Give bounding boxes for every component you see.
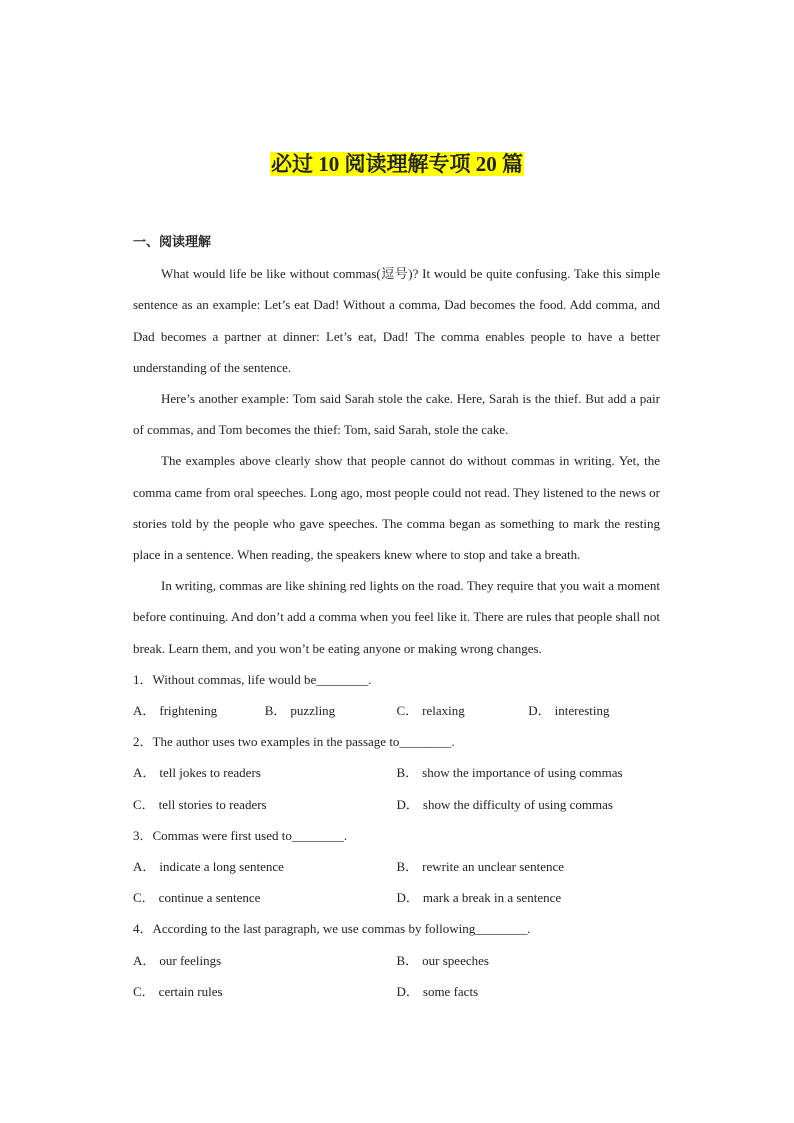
option-text: show the importance of using commas <box>422 765 623 781</box>
question-2-option-a <box>133 757 397 788</box>
question-3-options-row-1 <box>133 851 660 882</box>
option-letter: B． <box>396 952 419 968</box>
question-4-option-b <box>397 945 661 976</box>
question-1-option-c <box>397 695 529 726</box>
option-text: our feelings <box>159 952 222 968</box>
passage-paragraph-4: In writing, commas are like shining red lights on the road. They require that you wait a moment before continuing. And don’t add a comma when you feel like it. There are rules that people shall not break. Learn them, and you won’t be eating anyone or making wrong changes. <box>133 578 660 656</box>
option-letter: D． <box>396 796 419 812</box>
page-title-text: 必过 10 阅读理解专项 20 篇 <box>271 152 523 176</box>
option-letter: A． <box>133 952 156 968</box>
option-text: frightening <box>159 703 218 719</box>
option-text: rewrite an unclear sentence <box>422 859 565 875</box>
question-1-option-a <box>133 695 265 726</box>
option-letter: B． <box>264 703 287 719</box>
option-letter: D． <box>396 983 419 999</box>
question-4-options-row-2 <box>133 976 660 1007</box>
question-1-option-b <box>265 695 397 726</box>
option-text: tell stories to readers <box>158 796 267 812</box>
option-text: some facts <box>422 983 479 999</box>
question-4-option-c <box>133 976 397 1007</box>
passage-paragraph-1: What would life be like without commas(逗号)? It would be quite confusing. Take this simple sentence as an example: Let’s eat Dad! Without a comma, Dad becomes the food. Add comma, and Dad becomes a partner at dinner: Let’s eat, Dad! The comma enables people to have a better understanding of the sentence. <box>133 266 660 375</box>
option-text: our speeches <box>422 952 489 968</box>
question-3-option-c <box>133 882 397 913</box>
question-1-options <box>133 695 660 726</box>
question-4-option-d <box>397 976 661 1007</box>
question-1-stem: 1．Without commas, life would be________. <box>133 671 372 687</box>
option-text: continue a sentence <box>158 890 261 906</box>
question-2-options-row-1 <box>133 757 660 788</box>
question-2-stem: 2．The author uses two examples in the passage to________. <box>133 734 455 750</box>
option-letter: B． <box>396 859 419 875</box>
question-4-option-a <box>133 945 397 976</box>
option-letter: D． <box>528 703 551 719</box>
option-letter: C． <box>133 796 155 812</box>
option-text: mark a break in a sentence <box>422 890 562 906</box>
question-3-option-d <box>397 882 661 913</box>
option-letter: B． <box>396 765 419 781</box>
question-2-option-c <box>133 789 397 820</box>
passage-paragraph-3: The examples above clearly show that people cannot do without commas in writing. Yet, the comma came from oral speeches. Long ago, most people could not read. They listened to the news or stories told by the people who gave speeches. The comma began as something to mark the resting place in a sentence. When reading, the speakers knew where to stop and take a breath. <box>133 453 660 563</box>
option-letter: A． <box>133 859 156 875</box>
option-letter: A． <box>133 765 156 781</box>
option-letter: D． <box>396 890 419 906</box>
option-text: relaxing <box>422 703 465 719</box>
option-letter: C． <box>133 983 155 999</box>
option-text: puzzling <box>290 703 336 719</box>
option-text: indicate a long sentence <box>159 859 284 875</box>
section-heading: 一、阅读理解 <box>133 235 212 250</box>
question-3-option-a <box>133 851 397 882</box>
question-2-option-b <box>397 757 661 788</box>
question-2-option-d <box>397 789 661 820</box>
option-text: show the difficulty of using commas <box>422 796 613 812</box>
question-4-stem: 4．According to the last paragraph, we use commas by following________. <box>133 921 531 937</box>
option-text: tell jokes to readers <box>159 765 261 781</box>
option-letter: C． <box>396 703 419 719</box>
question-3-option-b <box>397 851 661 882</box>
option-letter: C． <box>133 890 155 906</box>
option-letter: A． <box>133 703 156 719</box>
question-1-option-d <box>528 695 660 726</box>
page-title <box>0 150 794 178</box>
question-4-options-row-1 <box>133 945 660 976</box>
document-content <box>133 227 660 1007</box>
option-text: interesting <box>554 703 610 719</box>
option-text: certain rules <box>158 983 223 999</box>
passage-paragraph-2: Here’s another example: Tom said Sarah stole the cake. Here, Sarah is the thief. But add a pair of commas, and Tom becomes the thief: Tom, said Sarah, stole the cake. <box>133 391 660 438</box>
question-3-stem: 3．Commas were first used to________. <box>133 827 348 843</box>
question-3-options-row-2 <box>133 882 660 913</box>
question-2-options-row-2 <box>133 789 660 820</box>
